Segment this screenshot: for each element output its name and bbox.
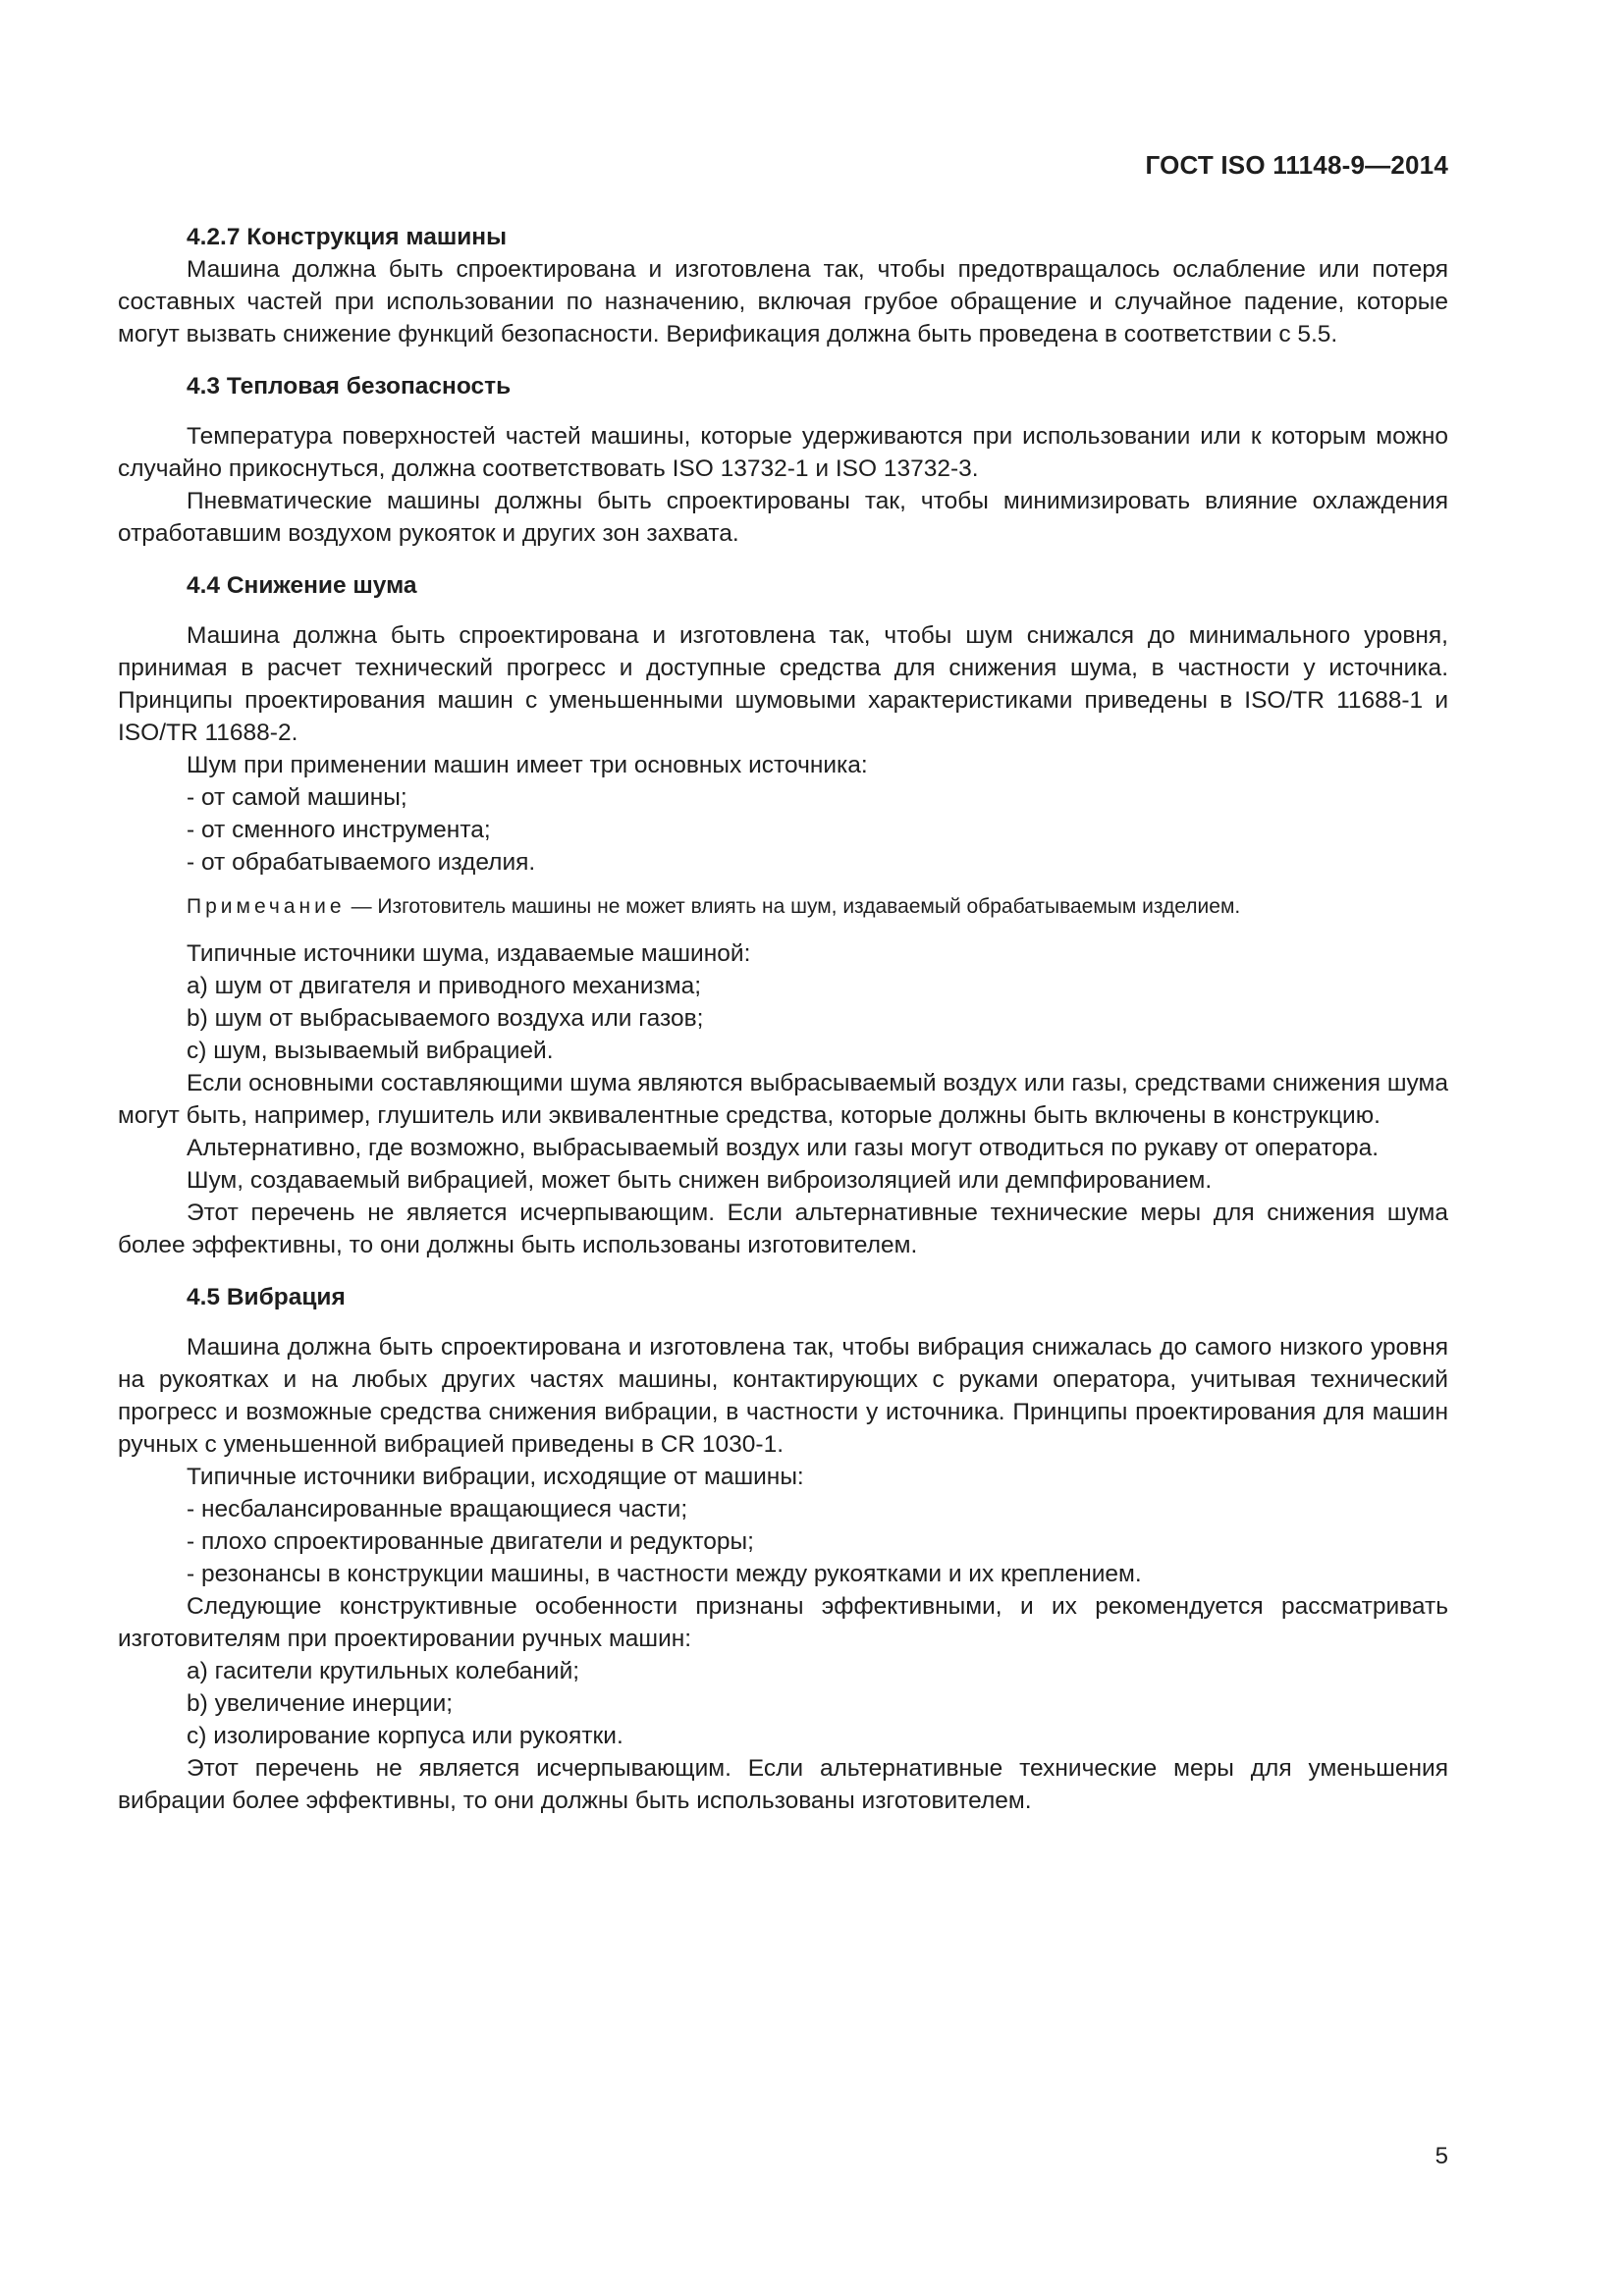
list-item: - плохо спроектированные двигатели и редукторы; <box>187 1528 754 1555</box>
paragraph: Пневматические машины должны быть спроектированы так, чтобы минимизировать влияние охлаждения отработавшим воздухом рукояток и других зон захвата. <box>118 488 1448 547</box>
note <box>118 892 1448 922</box>
paragraph: Этот перечень не является исчерпывающим. Если альтернативные технические меры для снижения шума более эффективны, то они должны быть использованы изготовителем. <box>118 1200 1448 1258</box>
note-label: Примечание <box>187 895 346 918</box>
paragraph: Альтернативно, где возможно, выбрасываемый воздух или газы могут отводиться по рукаву от оператора. <box>187 1135 1380 1161</box>
section-heading-4-2-7: 4.2.7 Конструкция машины <box>187 224 508 250</box>
paragraph: Типичные источники шума, издаваемые машиной: <box>187 940 751 967</box>
list-item: - несбалансированные вращающиеся части; <box>187 1496 688 1522</box>
list-item: - от обрабатываемого изделия. <box>187 849 536 876</box>
document-header: ГОСТ ISO 11148-9—2014 <box>1145 150 1448 180</box>
list-item: c) шум, вызываемый вибрацией. <box>187 1038 554 1064</box>
paragraph: Температура поверхностей частей машины, которые удерживаются при использовании или к которым можно случайно прикоснуться, должна соответствовать ISO 13732-1 и ISO 13732-3. <box>118 423 1448 482</box>
list-item: - резонансы в конструкции машины, в частности между рукоятками и их креплением. <box>187 1561 1142 1587</box>
list-item: a) шум от двигателя и приводного механизма; <box>187 973 702 999</box>
list-item: - от самой машины; <box>187 784 407 811</box>
paragraph: Машина должна быть спроектирована и изготовлена так, чтобы вибрация снижалась до самого низкого уровня на рукоятках и на любых других частях машины, контактирующих с руками оператора, учитывая технический прогресс и возможные средства снижения вибрации, в частности у источника. Принципы проектирования для машин ручных с уменьшенной вибрацией приведены в CR 1030-1. <box>118 1334 1448 1458</box>
section-heading-4-3: 4.3 Тепловая безопасность <box>187 373 512 400</box>
paragraph: Машина должна быть спроектирована и изготовлена так, чтобы шум снижался до минимального уровня, принимая в расчет технический прогресс и доступные средства для снижения шума, в частности у источника. Принципы проектирования машин с уменьшенными шумовыми характеристиками приведены в ISO/TR 11688-1 и ISO/TR 11688-2. <box>118 622 1448 746</box>
paragraph: Этот перечень не является исчерпывающим. Если альтернативные технические меры для уменьшения вибрации более эффективны, то они должны быть использованы изготовителем. <box>118 1755 1448 1814</box>
paragraph: Следующие конструктивные особенности признаны эффективными, и их рекомендуется рассматривать изготовителям при проектировании ручных машин: <box>118 1593 1448 1652</box>
note-text: — Изготовитель машины не может влиять на шум, издаваемый обрабатываемым изделием. <box>351 895 1241 918</box>
document-page <box>118 0 1448 2296</box>
paragraph: Если основными составляющими шума являются выбрасываемый воздух или газы, средствами снижения шума могут быть, например, глушитель или эквивалентные средства, которые должны быть включены в конструкцию. <box>118 1070 1448 1129</box>
list-item: b) шум от выбрасываемого воздуха или газов; <box>187 1005 704 1032</box>
list-item: c) изолирование корпуса или рукоятки. <box>187 1723 623 1749</box>
paragraph: Типичные источники вибрации, исходящие от машины: <box>187 1464 804 1490</box>
paragraph: Шум при применении машин имеет три основных источника: <box>187 752 868 778</box>
page-content <box>118 221 1448 1817</box>
list-item: b) увеличение инерции; <box>187 1690 454 1717</box>
list-item: a) гасители крутильных колебаний; <box>187 1658 580 1684</box>
section-heading-4-5: 4.5 Вибрация <box>187 1284 346 1310</box>
section-heading-4-4: 4.4 Снижение шума <box>187 572 417 599</box>
paragraph: Шум, создаваемый вибрацией, может быть снижен виброизоляцией или демпфированием. <box>187 1167 1213 1194</box>
paragraph: Машина должна быть спроектирована и изготовлена так, чтобы предотвращалось ослабление или потеря составных частей при использовании по назначению, включая грубое обращение и случайное падение, которые могут вызвать снижение функций безопасности. Верификация должна быть проведена в соответствии с 5.5. <box>118 256 1448 347</box>
page-number: 5 <box>1435 2143 1448 2169</box>
list-item: - от сменного инструмента; <box>187 817 491 843</box>
